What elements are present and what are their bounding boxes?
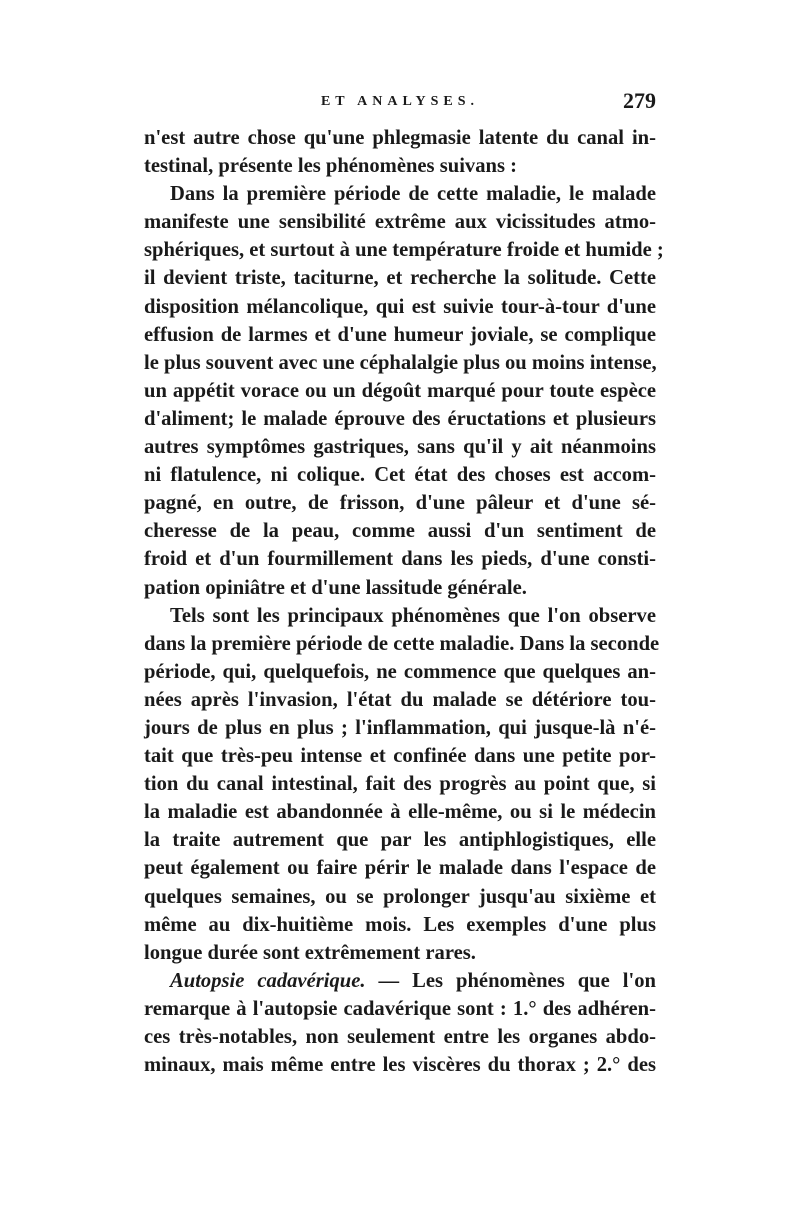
- text-line: peut également ou faire périr le malade dans l'espace de: [144, 857, 656, 880]
- text-line: quelques semaines, ou se prolonger jusqu'au sixième et: [144, 885, 656, 908]
- text-line: même au dix-huitième mois. Les exemples d'une plus: [144, 913, 656, 936]
- text-line: effusion de larmes et d'une humeur joviale, se complique: [144, 323, 656, 346]
- text-line: pagné, en outre, de frisson, d'une pâleur et d'une sé-: [144, 492, 656, 515]
- section-heading-italic: Autopsie cadavérique.: [170, 969, 366, 992]
- text-line: ni flatulence, ni colique. Cet état des choses est accom-: [144, 464, 656, 487]
- page-number: 279: [623, 88, 656, 113]
- text-line: la maladie est abandonnée à elle-même, ou si le médecin: [144, 801, 656, 824]
- text-line: le plus souvent avec une céphalalgie plus ou moins intense,: [144, 351, 657, 374]
- text-line: ces très-notables, non seulement entre les organes abdo-: [144, 1026, 656, 1048]
- text-line: pation opiniâtre et d'une lassitude générale.: [144, 576, 527, 599]
- text-line: sphériques, et surtout à une température froide et humide ;: [144, 239, 664, 262]
- running-head: [144, 88, 656, 128]
- text-line: autres symptômes gastriques, sans qu'il y ait néanmoins: [144, 436, 656, 459]
- text-line: Dans la première période de cette maladie, le malade: [170, 183, 656, 206]
- text-line: n'est autre chose qu'une phlegmasie latente du canal in-: [144, 127, 656, 149]
- text-line: tait que très-peu intense et confinée dans une petite por-: [144, 745, 656, 768]
- running-head-title: ET ANALYSES.: [320, 94, 480, 109]
- text-line: minaux, mais même entre les viscères du thorax ; 2.° des: [144, 1054, 656, 1077]
- text-line: il devient triste, taciturne, et recherche la solitude. Cette: [144, 267, 656, 290]
- text-line: remarque à l'autopsie cadavérique sont : 1.° des adhéren-: [144, 997, 656, 1020]
- body-text: [144, 124, 664, 1079]
- text-line: froid et d'un fourmillement dans les pieds, d'une consti-: [144, 548, 656, 571]
- text-line: jours de plus en plus ; l'inflammation, qui jusque-là n'é-: [144, 716, 656, 739]
- text-line: période, qui, quelquefois, ne commence que quelques an-: [144, 660, 656, 683]
- text-line: tion du canal intestinal, fait des progrès au point que, si: [144, 773, 656, 796]
- text-line: d'aliment; le malade éprouve des éructations et plusieurs: [144, 407, 656, 430]
- text-line: testinal, présente les phénomènes suivans :: [144, 155, 517, 178]
- text-line: [144, 967, 656, 995]
- text-line: la traite autrement que par les antiphlogistiques, elle: [144, 829, 656, 852]
- text-line: manifeste une sensibilité extrême aux vicissitudes atmo-: [144, 211, 656, 234]
- text-line: nées après l'invasion, l'état du malade se détériore tou-: [144, 688, 656, 711]
- text-line: cheresse de la peau, comme aussi d'un sentiment de: [144, 520, 656, 543]
- text-line: disposition mélancolique, qui est suivie tour-à-tour d'une: [144, 295, 656, 318]
- text-fragment: — Les phénomènes que l'on: [365, 969, 656, 992]
- text-line: longue durée sont extrêmement rares.: [144, 941, 476, 964]
- text-line: un appétit vorace ou un dégoût marqué pour toute espèce: [144, 379, 656, 402]
- text-line: Tels sont les principaux phénomènes que l'on observe: [170, 604, 656, 627]
- text-line: dans la première période de cette maladie. Dans la seconde: [144, 632, 660, 655]
